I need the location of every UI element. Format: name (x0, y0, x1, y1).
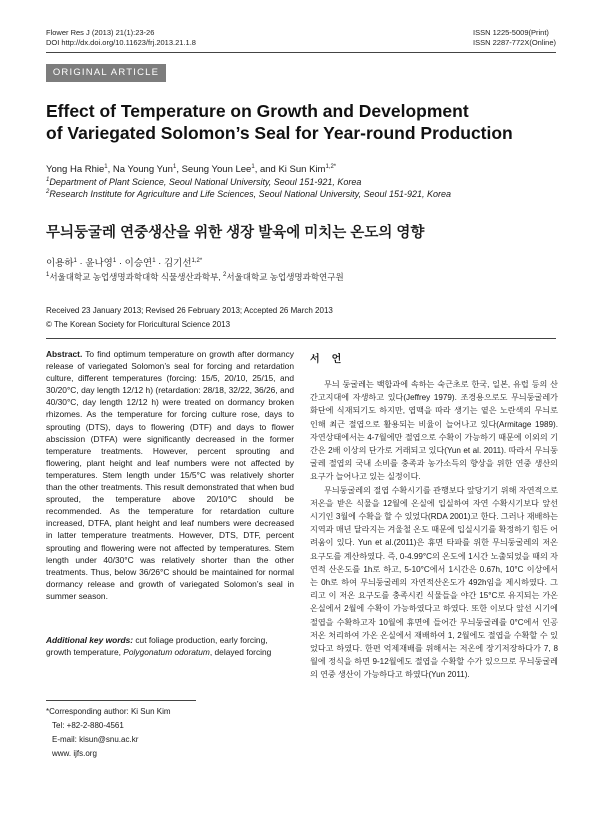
affiliation-1 (46, 177, 361, 188)
journal-citation: Flower Res J (2013) 21(1):23-26 (46, 28, 155, 37)
doi-line[interactable]: DOI http://dx.doi.org/10.11623/frj.2013.21.1.8 (46, 38, 196, 47)
introduction-body (310, 378, 558, 682)
footnote-rule (46, 700, 196, 701)
author-separator: , (176, 164, 182, 175)
article-title (46, 100, 566, 144)
footnote-website[interactable]: www. ijfs.org (52, 749, 97, 758)
korean-author: 김기선 (163, 258, 192, 269)
author-sup: 1 (172, 163, 177, 170)
article-type-banner: ORIGINAL ARTICLE (46, 64, 166, 82)
affiliation-2 (46, 189, 451, 200)
header-rule (46, 52, 556, 53)
author-separator: · (155, 258, 164, 269)
issn-block (473, 28, 556, 48)
abstract (46, 348, 294, 602)
author-name: Yong Ha Rhie (46, 164, 105, 175)
intro-paragraph-2: 무늬둥굴레의 절엽 수확시기를 관행보다 앞당기기 위해 자연적으로 저온을 받은 식물을 12월에 온실에 입실하여 자연 수확시기보다 앞선 시기인 3월에 수확을 할 수 있었다(RDA 2001)고 한다. 그러나 재배하는 지역과 매년 달라지는 겨울철 온도 때문에 입실시기를 확정하기 힘든 어려움이 있다. Yun et al.(2011)은 휴면 타파를 위한 무늬둥굴레의 저온 요구도를 계산하였다. 즉, 0-4.99°C의 온도에 1시간 노출되었을 때의 자연적 산온도를 1h로 하고, 5-10°C에서 1시간은 0.67h, 10°C 이상에서는 0h로 하여 무늬둥굴레의 자연적산온도가 492h임을 제시하였다. 그리고 이 저온 요구도를 충족시킨 식물들을 야간 15°C로 유지되는 가온 온실에서 2월에 수확이 가능하였다고 하였다. 또한 이보다 앞선 시기에 절엽을 수확하고자 10월에 휴면에 들어간 무늬둥굴레를 0°C에서 인공저온 처리하여 가온 온실에서 재배하여 1, 2월에도 절엽을 수확할 수 있었다고 하였다. 한편 억제재배를 위해서는 저온에 장기저장하다가 7, 8월에 정식을 하면 9-12월에도 절엽을 수확할 수가 있으므로 무늬둥굴레의 연중 생산이 가능하다고 하였다(Yun 2011). (310, 485, 558, 680)
korean-author: 이승연 (124, 258, 153, 269)
author-list (46, 164, 336, 176)
author-separator: , and (254, 164, 279, 175)
copyright-line: © The Korean Society for Floricultural Science 2013 (46, 320, 231, 329)
affiliation-sup: 2 (223, 272, 227, 279)
title-line-2: of Variegated Solomon’s Seal for Year-round Production (46, 123, 513, 143)
author-sup: 1 (73, 257, 77, 264)
affiliation-text: Research Institute for Agriculture and Life Sciences, Seoul National University, Seoul 151-921, Korea (49, 189, 452, 199)
author-sup: 1 (152, 257, 156, 264)
keywords-text: , delayed forcing (209, 647, 272, 658)
corresponding-author: *Corresponding author: Ki Sun Kim (46, 707, 171, 716)
footnote-email[interactable]: E-mail: kisun@snu.ac.kr (52, 735, 139, 744)
affiliation-sup: 1 (46, 272, 50, 279)
author-separator: , (107, 164, 113, 175)
footnote-tel: Tel: +82-2-880-4561 (52, 721, 124, 730)
issn-print: ISSN 1225-5009(Print) (473, 28, 549, 37)
front-matter-rule (46, 338, 556, 339)
title-line-1: Effect of Temperature on Growth and Development (46, 101, 469, 121)
affiliation-sup: 1 (46, 177, 50, 183)
author-sup: 1 (104, 163, 108, 170)
affiliation-sup: 2 (46, 189, 50, 195)
author-sup: 1 (112, 257, 117, 264)
korean-author: 윤나영 (85, 258, 113, 269)
keywords-text: cut foliage production, early forcing, growth temperature, (46, 635, 268, 658)
korean-title: 무늬둥굴레 연중생산을 위한 생장 발육에 미치는 온도의 영향 (46, 225, 425, 241)
keywords (46, 634, 294, 658)
author-separator: · (76, 258, 86, 269)
author-sup: 1,2* (325, 163, 337, 170)
keywords-species: Polygonatum odoratum (123, 647, 210, 658)
journal-header (46, 28, 196, 48)
abstract-text: To find optimum temperature on growth after dormancy release of variegated Solomon’s seal for forcing and retardation culture, different temperatures (forcing: 15/5, 20/10, 25/15, and 30/20°C, day length 12/12 h) (retardation: 28/18, 32/22, 36/26, and 40/30°C, day length 12/12 h) were treated on dormancy broken rhizomes. As the temperature for forcing culture rose, days to sprouting (DTS), days to flowering (DTF) and days to flower abscission (DTFA) were significantly decreased in the former temperature treatments. However, percent sprouting and flowering, plant height and leaf numbers were not affected by temperatures. Stem length under 15/5°C was relatively shorter than the other treatments. This result demonstrated that when bud sprouted, the temperature above 20/10°C should be recommended. As the temperature for retardation culture increased, DTFA, plant height and leaf numbers were decreased in latter temperature treatments. However, DTS, DTF, percent sprouting and flowering were not affected by temperatures. Stem length under 40/30°C was relatively shorter than the other treatments. Thus, below 36/26°C should be maintained for normal dormancy release and growth of variegated Solomon’s seal in summer season. (46, 349, 294, 601)
author-name: Seung Youn Lee (181, 164, 252, 175)
author-name: Ki Sun Kim (278, 164, 326, 175)
affiliation-text: Department of Plant Science, Seoul National University, Seoul 151-921, Korea (49, 177, 362, 187)
korean-affiliations (46, 272, 344, 283)
korean-author-list (46, 258, 202, 270)
author-sup: 1 (251, 163, 255, 170)
korean-author: 이용하 (46, 258, 74, 269)
affiliation-text: 서울대학교 농업생명과학연구원 (226, 272, 344, 282)
abstract-label: Abstract. (46, 349, 83, 359)
keywords-label: Additional key words: (46, 635, 134, 645)
intro-paragraph-1: 무늬 둥굴레는 백합과에 속하는 숙근초로 한국, 일본, 유럽 등의 산간고지대에 자생하고 있다(Jeffrey 1979). 조경용으로도 무늬둥굴레가 화단에 식재되기도 하지만, 엽맥을 따라 생기는 옅은 노란색의 무늬로 인해 최근 절엽으로 활용되는 비율이 늘어나고 있다(Armitage 1989). 자연상태에서는 4-7월에만 절엽으로 수확이 가능하기 때문에 이외의 기간은 2배 이상의 단가로 거래되고 있다(Yun et al. 2011). 따라서 무늬둥굴레 절엽의 국내 소비를 충족과 농가소득의 향상을 위한 연중 생산의 요구가 늘어나고 있는 실정이다. (310, 380, 558, 482)
section-heading-introduction: 서언 (310, 354, 354, 365)
author-name: Na Young Yun (112, 164, 173, 175)
author-separator: · (116, 258, 125, 269)
article-dates: Received 23 January 2013; Revised 26 February 2013; Accepted 26 March 2013 (46, 306, 333, 315)
author-sup: 1,2* (191, 257, 203, 264)
affiliation-text: 서울대학교 농업생명과학대학 식물생산과학부, (49, 272, 224, 282)
issn-online: ISSN 2287-772X(Online) (473, 38, 556, 47)
